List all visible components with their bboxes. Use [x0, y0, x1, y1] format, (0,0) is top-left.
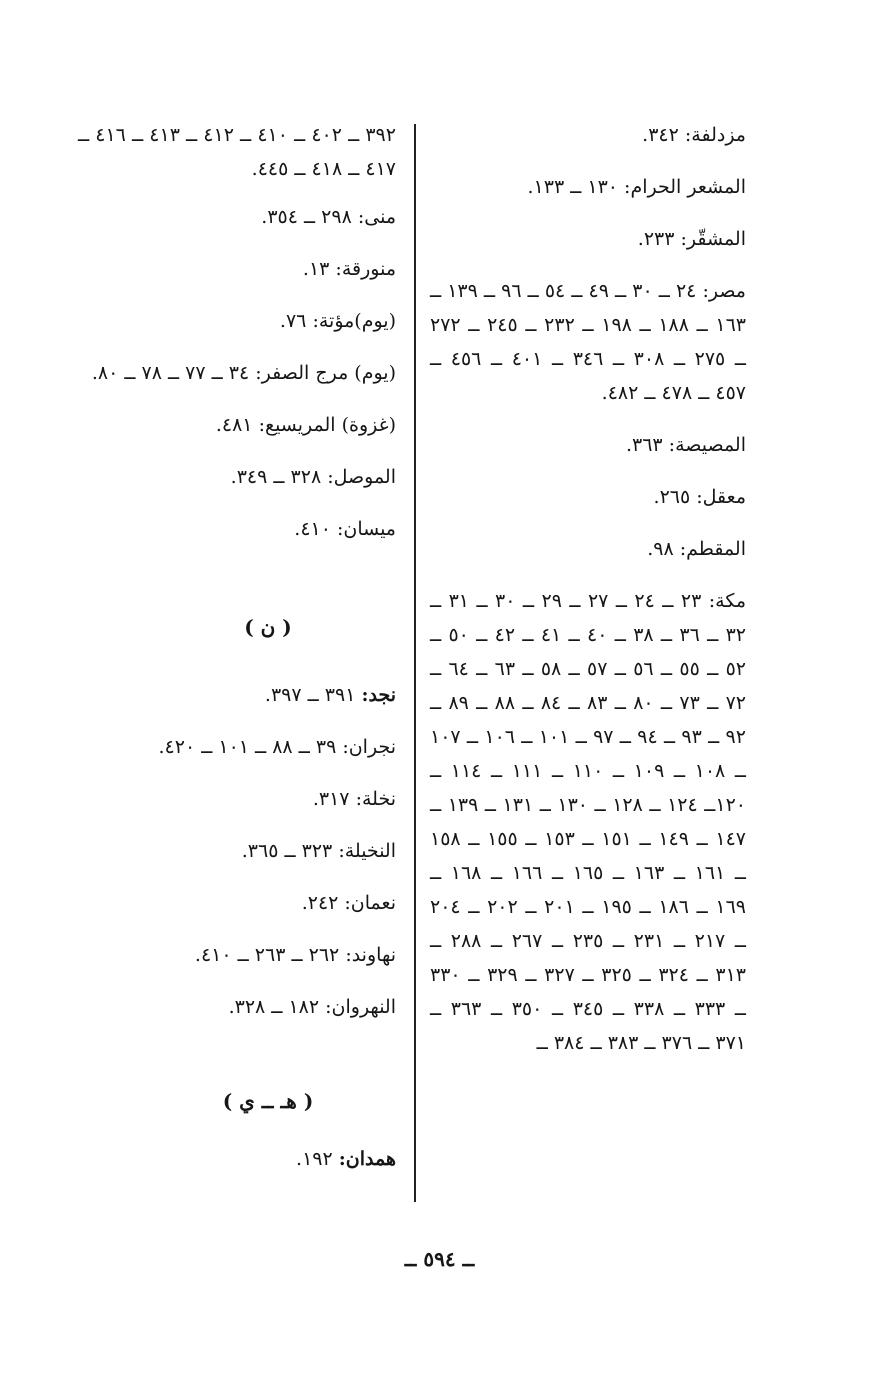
- index-entry-continued: [78, 118, 396, 186]
- entry-name: مزدلفة:: [684, 124, 746, 146]
- index-entry: [430, 118, 746, 152]
- index-entry: [78, 730, 396, 764]
- section-heading-ha-ya: ( هـ ــ ي ): [222, 1089, 314, 1113]
- index-entry: [78, 938, 396, 972]
- entry-pages: ٩٨.: [647, 538, 674, 560]
- left-column: [78, 118, 396, 1194]
- index-entry: [78, 886, 396, 920]
- entry-pages: ١٩٢.: [296, 1148, 333, 1170]
- index-entry: [78, 252, 396, 286]
- entry-pages: ٢٤٢.: [301, 892, 339, 914]
- entry-name: نخلة:: [355, 788, 396, 810]
- entry-pages: ٣٩٢ ــ ٤٠٢ ــ ٤١٠ ــ ٤١٢ ــ ٤١٣ ــ ٤١٦ ــ ٤١٧ ــ ٤١٨ ــ ٤٤٥.: [78, 124, 396, 180]
- entry-name: المقطم:: [679, 538, 746, 560]
- entry-pages: ٤٨١.: [215, 414, 253, 436]
- index-entry: [430, 274, 746, 410]
- entry-name: نجران:: [342, 736, 396, 758]
- entry-name: مكة:: [708, 590, 746, 612]
- entry-name: همدان:: [338, 1148, 396, 1170]
- index-entry: [78, 782, 396, 816]
- entry-pages: ٣٩ ــ ٨٨ ــ ١٠١ ــ ٤٢٠.: [158, 736, 337, 758]
- entry-pages: ٢٣٣.: [637, 228, 675, 250]
- entry-name: المشقّر:: [680, 228, 746, 250]
- index-entry: [78, 834, 396, 868]
- entry-name: منى:: [357, 206, 396, 228]
- entry-name: الموصل:: [327, 466, 396, 488]
- entry-pages: ٣٢٣ ــ ٣٦٥.: [241, 840, 333, 862]
- entry-name: نهاوند:: [345, 944, 396, 966]
- entry-pages: ٢٦٥.: [653, 486, 691, 508]
- entry-pages: ٢٦٢ ــ ٢٦٣ ــ ٤١٠.: [194, 944, 340, 966]
- section-heading-nun: ( ن ): [244, 615, 292, 639]
- entry-name: نجد:: [361, 684, 396, 706]
- entry-name: النخيلة:: [338, 840, 396, 862]
- index-entry: [78, 304, 396, 338]
- entry-pages: ٢٣ ــ ٢٤ ــ ٢٧ ــ ٢٩ ــ ٣٠ ــ ٣١ ــ ٣٢ ــ ٣٦ ــ ٣٨ ــ ٤٠ ــ ٤١ ــ ٤٢ ــ ٥٠ ــ ٥٢ ــ ٥٥ ــ ٥٦ ــ ٥٧ ــ ٥٨ ــ ٦٣ ــ ٦٤ ــ ٧٢ ــ ٧٣ ــ ٨٠ ــ ٨٣ ــ ٨٤ ــ ٨٨ ــ ٨٩ ــ ٩٢ ــ ٩٣ ــ ٩٤ ــ ٩٧ ــ ١٠١ ــ ١٠٦ ــ ١٠٧ ــ ١٠٨ ــ ١٠٩ ــ ١١٠ ــ ١١١ ــ ١١٤ ــ ١٢٠ــ ١٢٤ ــ ١٢٨ ــ ١٣٠ ــ ١٣١ ــ ١٣٩ ــ ١٤٧ ــ ١٤٩ ــ ١٥١ ــ ١٥٣ ــ ١٥٥ ــ ١٥٨ ــ ١٦١ ــ ١٦٣ ــ ١٦٥ ــ ١٦٦ ــ ١٦٨ ــ ١٦٩ ــ ١٨٦ ــ ١٩٥ ــ ٢٠١ ــ ٢٠٢ ــ ٢٠٤ ــ ٢١٧ ــ ٢٣١ ــ ٢٣٥ ــ ٢٦٧ ــ ٢٨٨ ــ ٣١٣ ــ ٣٢٤ ــ ٣٢٥ ــ ٣٢٧ ــ ٣٢٩ ــ ٣٣٠ ــ ٣٣٣ ــ ٣٣٨ ــ ٣٤٥ ــ ٣٥٠ ــ ٣٦٣ ــ ٣٧١ ــ ٣٧٦ ــ ٣٨٣ ــ ٣٨٤ ــ: [430, 590, 747, 1054]
- index-entry: [430, 170, 746, 204]
- entry-name: (غزوة) المريسيع:: [258, 414, 396, 436]
- entry-pages: ٣٤٢.: [642, 124, 679, 146]
- index-entry: [430, 480, 746, 514]
- index-entry: [78, 408, 396, 442]
- entry-name: مصر:: [702, 280, 746, 302]
- entry-name: المصيصة:: [668, 434, 746, 456]
- entry-pages: ١٣.: [302, 258, 330, 280]
- index-entry: [78, 990, 396, 1024]
- entry-name: ميسان:: [336, 518, 396, 540]
- entry-pages: ١٣٠ ــ ١٣٣.: [527, 176, 618, 198]
- entry-pages: ٤١٠.: [294, 518, 331, 540]
- entry-pages: ٧٦.: [279, 310, 307, 332]
- entry-pages: ٢٩٨ ــ ٣٥٤.: [261, 206, 352, 228]
- entry-pages: ٢٤ ــ ٣٠ ــ ٤٩ ــ ٥٤ ــ ٩٦ ــ ١٣٩ ــ ١٦٣ ــ ١٨٨ ــ ١٩٨ ــ ٢٣٢ ــ ٢٤٥ ــ ٢٧٢ ــ ٢٧٥ ــ ٣٠٨ ــ ٣٤٦ ــ ٤٠١ ــ ٤٥٦ ــ ٤٥٧ ــ ٤٧٨ ــ ٤٨٢.: [430, 280, 747, 404]
- index-entry: [430, 532, 746, 566]
- column-divider: [414, 124, 416, 1202]
- index-entry: [430, 222, 746, 256]
- right-column: [430, 118, 746, 1078]
- entry-name: (يوم)مؤتة:: [312, 310, 396, 332]
- entry-pages: ٣٩١ ــ ٣٩٧.: [264, 684, 356, 706]
- entry-pages: ٣١٧.: [312, 788, 350, 810]
- entry-pages: ١٨٢ ــ ٣٢٨.: [228, 996, 320, 1018]
- index-entry: [78, 356, 396, 390]
- page-number: ــ ٥٩٤ ــ: [404, 1247, 475, 1271]
- index-entry: [430, 584, 746, 1060]
- index-entry: [78, 1142, 396, 1176]
- entry-pages: ٣٦٣.: [625, 434, 663, 456]
- entry-pages: ٣٢٨ ــ ٣٤٩.: [230, 466, 322, 488]
- index-entry: [78, 200, 396, 234]
- index-entry: [78, 678, 396, 712]
- index-entry: [78, 512, 396, 546]
- entry-name: معقل:: [696, 486, 746, 508]
- entry-pages: ٣٤ ــ ٧٧ ــ ٧٨ ــ ٨٠.: [91, 362, 250, 384]
- index-entry: [78, 460, 396, 494]
- entry-name: النهروان:: [325, 996, 396, 1018]
- index-entry: [430, 428, 746, 462]
- entry-name: المشعر الحرام:: [624, 176, 746, 198]
- entry-name: منورقة:: [335, 258, 396, 280]
- entry-name: (يوم) مرج الصفر:: [255, 362, 396, 384]
- entry-name: نعمان:: [344, 892, 396, 914]
